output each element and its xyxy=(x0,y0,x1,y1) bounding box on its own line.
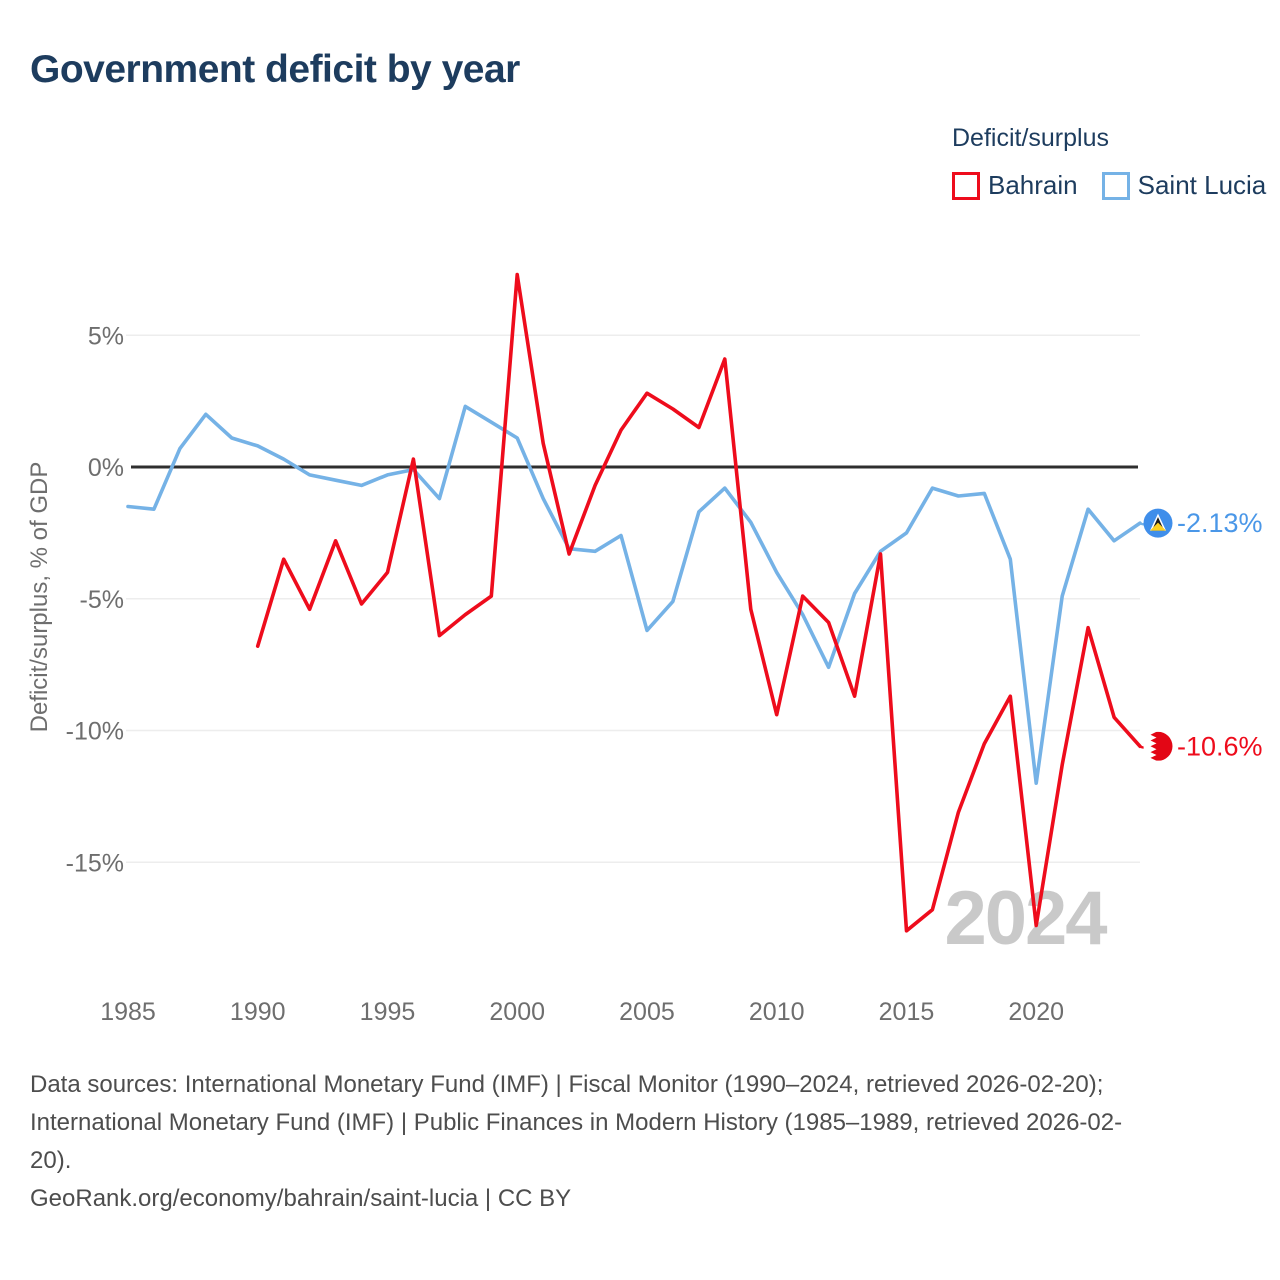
y-axis-labels xyxy=(66,322,124,877)
bahrain-legend-label[interactable]: Bahrain xyxy=(988,170,1078,200)
bahrain-end-value: -10.6% xyxy=(1177,731,1263,762)
x-tick-2015: 2015 xyxy=(878,998,935,1026)
saint-lucia-line[interactable] xyxy=(128,406,1140,783)
x-tick-2020: 2020 xyxy=(1008,998,1065,1026)
end-labels xyxy=(1140,508,1263,761)
x-tick-1985: 1985 xyxy=(100,998,156,1026)
x-tick-2005: 2005 xyxy=(619,998,675,1026)
bahrain-end-label-group xyxy=(1140,731,1263,761)
legend-title: Deficit/surplus xyxy=(952,124,1109,152)
bahrain-line[interactable] xyxy=(258,275,1140,931)
y-tick--10%: -10% xyxy=(65,717,124,746)
x-tick-1990: 1990 xyxy=(229,998,286,1026)
y-tick-5%: 5% xyxy=(87,322,124,351)
watermark: 2024 xyxy=(944,876,1106,961)
y-tick--15%: -15% xyxy=(65,849,124,878)
saint-lucia-end-label-group xyxy=(1140,508,1263,538)
x-tick-2010: 2010 xyxy=(748,998,805,1026)
series-lines xyxy=(128,275,1140,931)
y-tick-0%: 0% xyxy=(87,454,124,482)
saint-lucia-end-value: -2.13% xyxy=(1177,508,1263,539)
y-tick--5%: -5% xyxy=(79,585,124,614)
data-sources-line-1: Data sources: International Monetary Fund (IMF) | Fiscal Monitor (1990–2024, retrieved 2026-02-20); xyxy=(30,1071,1104,1098)
attribution-line[interactable]: GeoRank.org/economy/bahrain/saint-lucia | CC BY xyxy=(30,1185,572,1212)
y-axis-title: Deficit/surplus, % of GDP xyxy=(26,461,53,733)
bahrain-flag-red-serration xyxy=(1151,732,1173,761)
x-axis-labels xyxy=(100,998,1064,1026)
data-sources-line-3: 20). xyxy=(30,1147,72,1174)
data-sources-line-2: International Monetary Fund (IMF) | Public Finances in Modern History (1985–1989, retrieved 2026-02- xyxy=(30,1109,1123,1136)
footer xyxy=(30,1066,1122,1218)
page-title: Government deficit by year xyxy=(30,48,520,91)
saint-lucia-legend-label[interactable]: Saint Lucia xyxy=(1137,170,1267,200)
x-tick-1995: 1995 xyxy=(359,998,416,1026)
x-tick-2000: 2000 xyxy=(489,998,546,1026)
